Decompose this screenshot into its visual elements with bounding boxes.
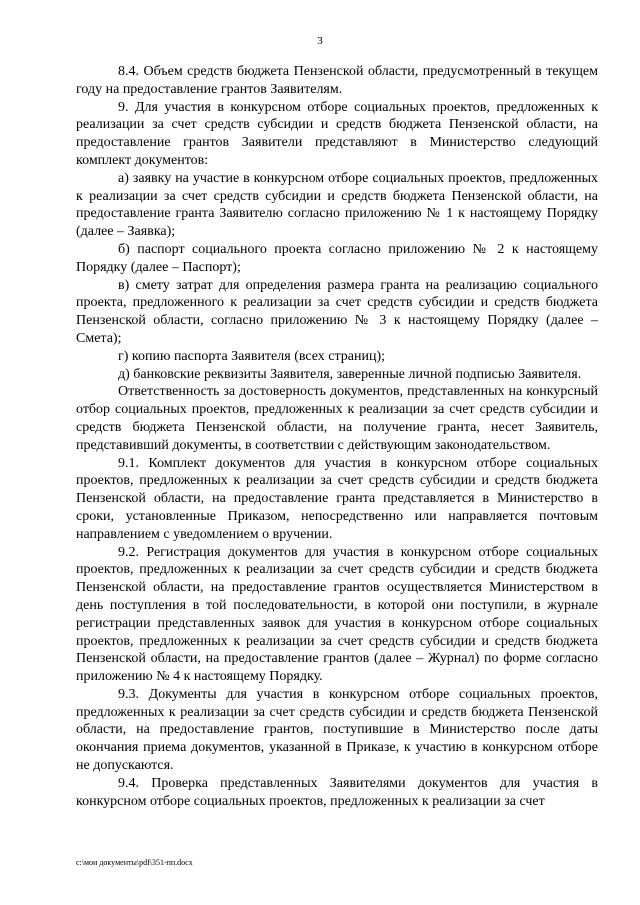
paragraph-9-4: 9.4. Проверка представленных Заявителями документов для участия в конкурсном отборе социальных проектов, предложенных к реализации за счет (76, 775, 598, 809)
paragraph-9-2: 9.2. Регистрация документов для участия в конкурсном отборе социальных проектов, предложенных к реализации за счет средств субсидии и средств бюджета Пензенской области, на предоставление грантов осуществляется Министерством в день поступления в той последовательности, в которой они поступили, в журнале регистрации представленных заявок для участия в конкурсном отборе социальных проектов, предложенных к реализации за счет средств субсидии и средств бюджета Пензенской области, на предоставление грантов (далее – Журнал) по форме согласно приложению № 4 к настоящему Порядку. (76, 544, 598, 685)
paragraph-responsibility: Ответственность за достоверность документов, представленных на конкурсный отбор социальных проектов, предложенных к реализации за счет средств субсидии и средств бюджета Пензенской области, на получение гранта, несет Заявитель, представивший документы, в соответствии с действующим законодательством. (76, 384, 598, 453)
paragraph-9-g: г) копию паспорта Заявителя (всех страниц); (118, 348, 386, 364)
paragraph-9-3: 9.3. Документы для участия в конкурсном отборе социальных проектов, предложенных к реализации за счет средств субсидии и средств бюджета Пензенской области, на предоставление грантов, поступившие в Министерство после даты окончания приема документов, указанной в Приказе, к участию в конкурсном отборе не допускаются. (76, 686, 598, 774)
document-body (76, 63, 598, 810)
paragraph-9-d: д) банковские реквизиты Заявителя, заверенные личной подписью Заявителя. (118, 366, 582, 382)
paragraph-8-4: 8.4. Объем средств бюджета Пензенской области, предусмотренный в текущем году на предоставление грантов Заявителям. (76, 64, 598, 97)
paragraph-9-b: б) паспорт социального проекта согласно приложению № 2 к настоящему Порядку (далее – Паспорт); (76, 241, 598, 275)
paragraph-9: 9. Для участия в конкурсном отборе социальных проектов, предложенных к реализации за счет средств субсидии и средств бюджета Пензенской области, на предоставление грантов Заявители представляют в Министерство следующий комплект документов: (76, 99, 598, 168)
page-number: 3 (317, 35, 323, 47)
paragraph-9-1: 9.1. Комплект документов для участия в конкурсном отборе социальных проектов, предложенных к реализации за счет средств субсидии и средств бюджета Пензенской области, на предоставление гранта представляется в Министерство в сроки, установленные Приказом, непосредственно или направляется почтовым направлением с уведомлением о вручении. (76, 455, 598, 542)
paragraph-9-a: а) заявку на участие в конкурсном отборе социальных проектов, предложенных к реализации за счет средств субсидии и средств бюджета Пензенской области, на предоставление гранта Заявителю согласно приложению № 1 к настоящему Порядку (далее – Заявка); (76, 170, 598, 240)
footer-file-path: c:\мои документы\pdf\351-пп.docx (76, 858, 193, 867)
paragraph-9-v: в) смету затрат для определения размера гранта на реализацию социального проекта, предложенного к реализации за счет средств субсидии и средств бюджета Пензенской области, согласно приложению № 3 к настоящему Порядку (далее – Смета); (76, 277, 598, 346)
